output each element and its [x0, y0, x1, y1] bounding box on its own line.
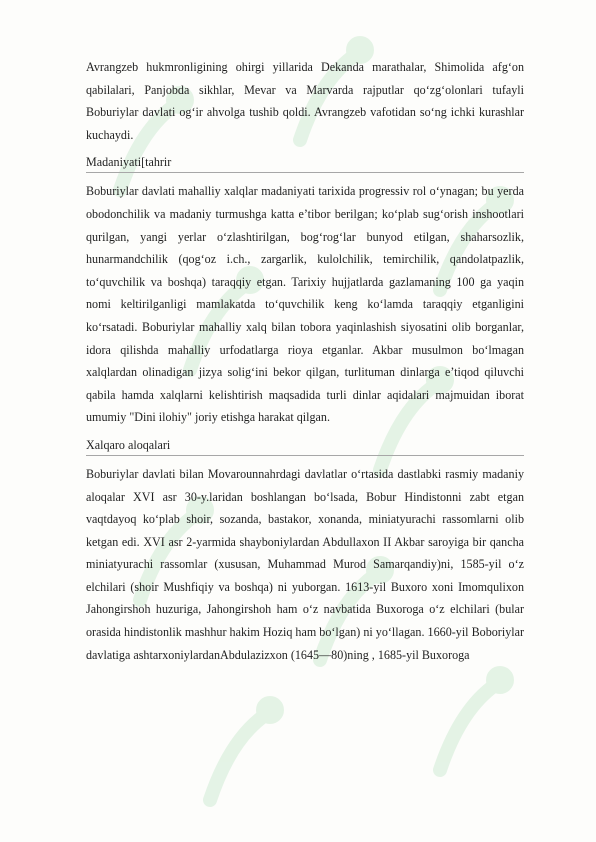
watermark-dot: [493, 673, 507, 687]
section-heading-relations: Xalqaro aloqalari: [86, 435, 524, 456]
watermark-dot: [353, 43, 367, 57]
paragraph-intro: Avrangzeb hukmronligining ohirgi yillarida Dekanda marathalar, Shimolida afg‘on qabilalari, Panjobda sikhlar, Mevar va Marvarda rajputlar qo‘zg‘olonlari tufayli Boburiylar davlati og‘ir ahvolga tushib qoldi. Avrangzeb vafotidan so‘ng ichki kurashlar kuchaydi.: [86, 60, 524, 142]
paragraph-relations: Boburiylar davlati bilan Movarounnahrdagi davlatlar o‘rtasida dastlabki rasmiy madaniy aloqalar XVI asr 30-y.laridan boshlangan bo‘lsada, Bobur Hindistonni zabt etgan vaqtdayoq ko‘plab shoir, sozanda, bastakor, xonanda, miniatyurachi rassomlarni olib ketgan edi. XVI asr 2-yarmida shayboniylardan Abdullaxon II Akbar saroyiga bir qancha miniatyurachi rassomlar (xususan, Muhammad Murod Samarqandiy)ni, 1585-yil o‘z elchilari (shoir Mushfiqiy va boshqa) ni yuborgan. 1613-yil Buxoro xoni Imomqulixon Jahongirshoh huzuriga, Jahongirshoh ham o‘z navbatida Buxoroga o‘z elchilari (bular orasida hindistonlik mashhur hakim Hoziq ham bo‘lgan) ni yo‘llagan. 1660-yil Boboriylar davlatiga ashtarxoniylardanAbdulazizxon (1645—80)ning , 1685-yil Buxoroga: [86, 466, 524, 662]
watermark-stroke: [440, 685, 495, 770]
document-body: [86, 56, 524, 666]
paragraph-culture: Boburiylar davlati mahalliy xalqlar madaniyati tarixida progressiv rol o‘ynagan; bu yerda obodonchilik va madaniy turmushga katta e’tibor berilgan; ko‘plab sug‘orish inshootlari qurilgan, yangi yerlar o‘zlashtirilgan, bog‘rog‘lar bunyod etilgan, shaharsozlik, hunarmandchilik (qog‘oz i.ch., zargarlik, kulolchilik, temirchilik, qandolatpazlik, to‘quvchilik va boshqa) taraqqiy etgan. Tarixiy hujjatlarda gazlamaning 100 ga yaqin nomi keltirilganligi mamlakatda to‘quvchilik keng ko‘lamda taraqqiy etganligini ko‘rsatadi. Boburiylar mahalliy xalq bilan tobora yaqinlashish siyosatini olib borganlar, idora qilishda mahalliy urfodatlarga rioya etganlar. Akbar musulmon bo‘lmagan xalqlardan olinadigan jizya solig‘ini bekor qilgan, turlituman dinlarga e’tiqod qiluvchi qabila hamda xalqlarni kelishtirish maqsadida turli dinlar aqidalari majmuidan iborat umumiy "Dini ilohiy" joriy etishga harakat qilgan.: [86, 184, 524, 425]
section-heading-culture: Madaniyati[tahrir: [86, 152, 524, 173]
watermark-dot: [263, 703, 277, 717]
watermark-stroke: [210, 715, 265, 800]
